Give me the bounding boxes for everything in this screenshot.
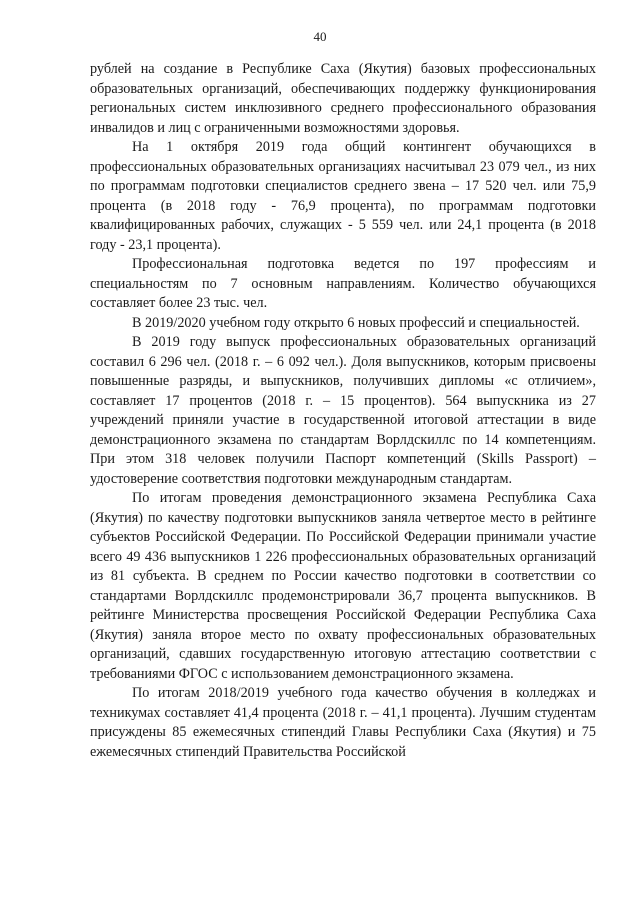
paragraph-graduates: В 2019 году выпуск профессиональных образовательных организаций составил 6 296 чел. (2018 г. – 6 092 чел.). Доля выпускников, которым присвоены повышенные разряды, и выпускников, получивших дипломы «с отличием», составляет 17 процентов (2018 г. – 15 процентов). 564 выпускника из 27 учреждений приняли участие в государственной итоговой аттестации в виде демонстрационного экзамена по стандартам Ворлдскиллс по 14 компетенциям. При этом 318 человек получили Паспорт компетенций (Skills Passport) – удостоверение соответствия подготовки международным стандартам. — [90, 334, 596, 487]
page-number: 40 — [313, 29, 327, 44]
paragraph-demo-exam: По итогам проведения демонстрационного экзамена Республика Саха (Якутия) по качеству подготовки выпускников заняла четвертое место в рейтинге субъектов Российской Федерации. По Российской Федерации принимали участие всего 49 436 выпускников 1 226 профессиональных образовательных организаций из 81 субъекта. В среднем по России качество подготовки в соответствии со стандартами Ворлдскиллс продемонстрировали 36,7 процента выпускников. В рейтинге Министерства просвещения Российской Федерации Республика Саха (Якутия) заняла второе место по охвату профессиональных образовательных организаций, сдавших государственную итоговую аттестацию соответствии с требованиями ФГОС с использованием демонстрационного экзамена. — [90, 490, 596, 682]
document-body — [90, 60, 596, 762]
paragraph-training: Профессиональная подготовка ведется по 197 профессиям и специальностям по 7 основным направлениям. Количество обучающихся составляет более 23 тыс. чел. — [90, 256, 596, 311]
paragraph-quality: По итогам 2018/2019 учебного года качество обучения в колледжах и техникумах составляет 41,4 процента (2018 г. – 41,1 процента). Лучшим студентам присуждены 85 ежемесячных стипендий Главы Республики Саха (Якутия) и 75 ежемесячных стипендий Правительства Российской — [90, 685, 596, 760]
paragraph-new-professions: В 2019/2020 учебном году открыто 6 новых профессий и специальностей. — [132, 314, 580, 331]
paragraph-contingent: На 1 октября 2019 года общий контингент обучающихся в профессиональных образовательных организациях насчитывал 23 079 чел., из них по программам подготовки специалистов среднего звена – 17 520 чел. или 75,9 процента (в 2018 году - 76,9 процента), по программам подготовки квалифицированных рабочих, служащих - 5 559 чел. или 24,1 процента (в 2018 году - 23,1 процента). — [90, 139, 596, 253]
paragraph-continuation: рублей на создание в Республике Саха (Якутия) базовых профессиональных образовательных организаций, обеспечивающих поддержку функционирования региональных систем инклюзивного среднего профессионального образования инвалидов и лиц с ограниченными возможностями здоровья. — [90, 61, 596, 136]
